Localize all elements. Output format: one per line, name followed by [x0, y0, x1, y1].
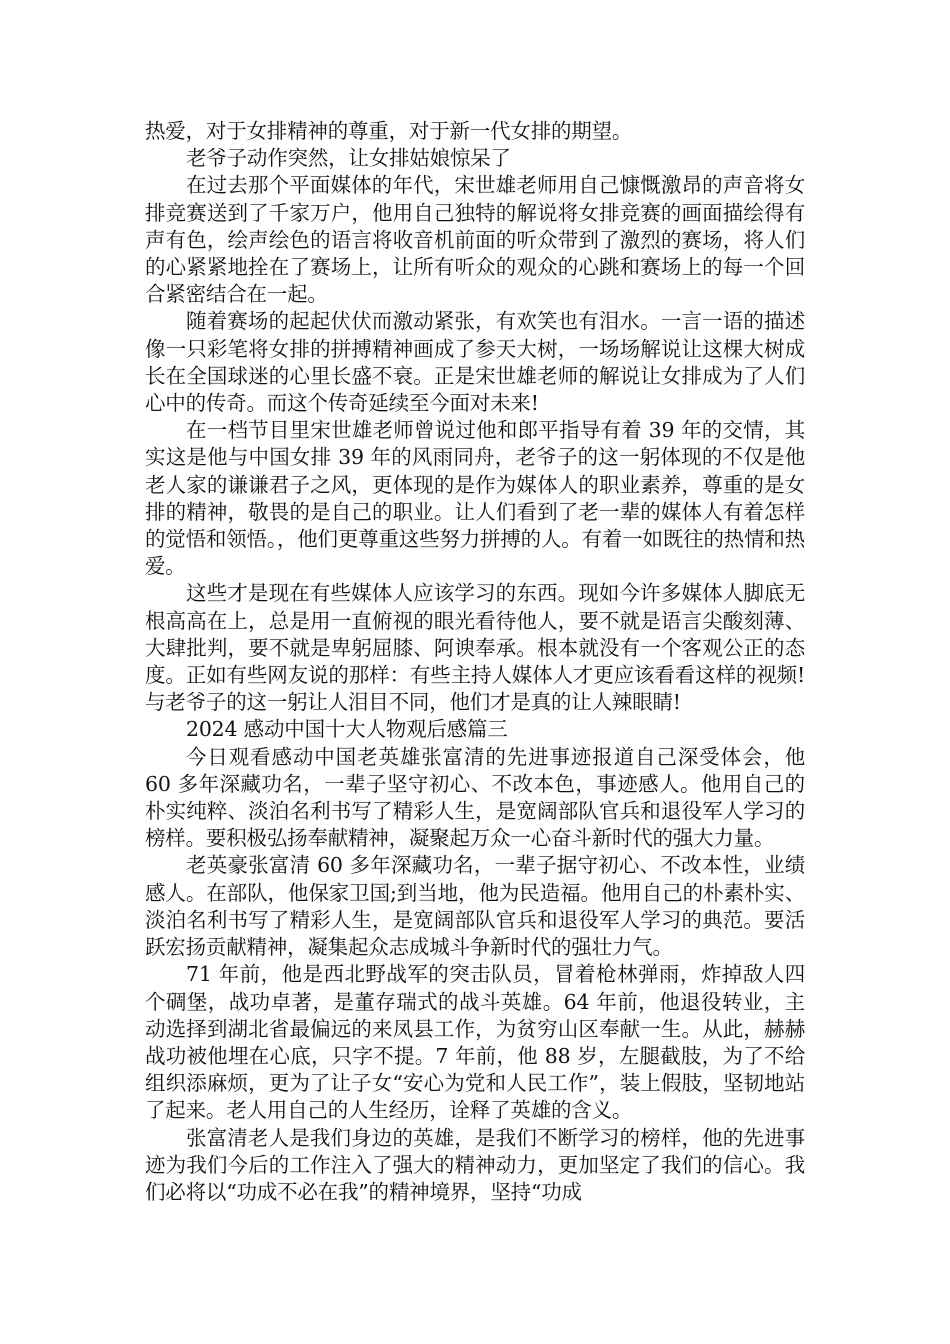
paragraph-10: 71 年前，他是西北野战军的突击队员，冒着枪林弹雨，炸掉敌人四个碉堡，战功卓著，是董存瑞式的战斗英雄。64 年前，他退役转业，主动选择到湖北省最偏远的来凤县工作，为贫穷山区奉献一生。从此，赫赫战功被他埋在心底，只字不提。7 年前，他 88 岁，左腿截肢，为了不给组织添麻烦，更为了让子女“安心为党和人民工作”，装上假肢，坚韧地站了起来。老人用自己的人生经历，诠释了英雄的含义。 — [145, 962, 805, 1123]
paragraph-4: 随着赛场的起起伏伏而激动紧张，有欢笑也有泪水。一言一语的描述像一只彩笔将女排的拼搏精神画成了参天大树，一场场解说让这棵大树成长在全国球迷的心里长盛不衰。正是宋世雄老师的解说让女排成为了人们心中的传奇。而这个传奇延续至今面对未来! — [145, 309, 805, 416]
paragraph-8: 今日观看感动中国老英雄张富清的先进事迹报道自己深受体会，他 60 多年深藏功名，一辈子坚守初心、不改本色，事迹感人。他用自己的朴实纯粹、淡泊名利书写了精彩人生，是宽阔部队官兵和退役军人学习的榜样。要积极弘扬奉献精神，凝聚起万众一心奋斗新时代的强大力量。 — [145, 744, 805, 851]
paragraph-3: 在过去那个平面媒体的年代，宋世雄老师用自己慷慨激昂的声音将女排竞赛送到了千家万户，他用自己独特的解说将女排竞赛的画面描绘得有声有色，绘声绘色的语言将收音机前面的听众带到了激烈的赛场，将人们的心紧紧地拴在了赛场上，让所有听众的观众的心跳和赛场上的每一个回合紧密结合在一起。 — [145, 173, 805, 307]
paragraph-6: 这些才是现在有些媒体人应该学习的东西。现如今许多媒体人脚底无根高高在上，总是用一直俯视的眼光看待他人，要不就是语言尖酸刻薄、大肆批判，要不就是卑躬屈膝、阿谀奉承。根本就没有一个客观公正的态度。正如有些网友说的那样：有些主持人媒体人才更应该看看这样的视频!与老爷子的这一躬让人泪目不同，他们才是真的让人辣眼睛! — [145, 581, 805, 715]
paragraph-2: 老爷子动作突然，让女排姑娘惊呆了 — [186, 146, 511, 171]
paragraph-11: 张富清老人是我们身边的英雄，是我们不断学习的榜样，他的先进事迹为我们今后的工作注入了强大的精神动力，更加坚定了我们的信心。我们必将以“功成不必在我”的精神境界，坚持“功成 — [145, 1125, 805, 1204]
paragraph-5: 在一档节目里宋世雄老师曾说过他和郎平指导有着 39 年的交情，其实这是他与中国女排 39 年的风雨同舟，老爷子的这一躬体现的不仅是他老人家的谦谦君子之风，更体现的是作为媒体人的职业素养，尊重的是女排的精神，敬畏的是自己的职业。让人们看到了老一辈的媒体人有着怎样的觉悟和领悟。，他们更尊重这些努力拼搏的人。有着一如既往的热情和热爱。 — [145, 418, 805, 579]
section-heading: 2024 感动中国十大人物观后感篇三 — [186, 717, 508, 742]
document-page — [145, 118, 805, 1206]
paragraph-1: 热爱，对于女排精神的尊重，对于新一代女排的期望。 — [145, 119, 633, 143]
paragraph-9: 老英豪张富清 60 多年深藏功名，一辈子据守初心、不改本性，业绩感人。在部队，他保家卫国;到当地，他为民造福。他用自己的朴素朴实、淡泊名利书写了精彩人生，是宽阔部队官兵和退役军人学习的典范。要活跃宏扬贡献精神，凝集起众志成城斗争新时代的强壮力气。 — [145, 853, 805, 960]
